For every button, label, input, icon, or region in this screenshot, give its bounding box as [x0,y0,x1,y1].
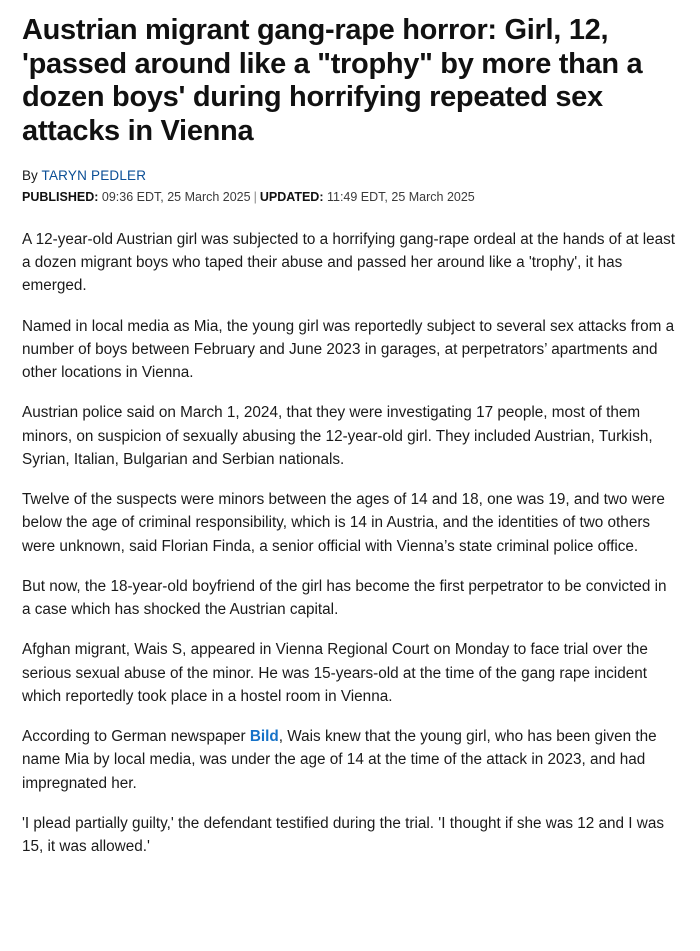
paragraph-with-link [22,725,678,795]
paragraph: Named in local media as Mia, the young girl was reportedly subject to several sex attacks from a number of boys between February and June 2023 in garages, at perpetrators’ apartments and other locations in Vienna. [22,317,675,382]
timestamps [22,189,678,206]
paragraph: Austrian police said on March 1, 2024, that they were investigating 17 people, most of them minors, on suspicion of sexually abusing the 12-year-old girl. They included Austrian, Turkish, Syrian, Italian, Bulgarian and Serbian nationals. [22,404,653,468]
page-title: Austrian migrant gang-rape horror: Girl, 12, 'passed around like a "trophy" by more than a dozen boys' during horrifying repeated sex attacks in Vienna [22,14,643,147]
article-body [22,228,678,859]
updated-label: UPDATED: [259,190,324,205]
paragraph: A 12-year-old Austrian girl was subjected to a horrifying gang-rape ordeal at the hands of at least a dozen migrant boys who taped their abuse and passed her around like a 'trophy', it has emerged. [22,230,676,295]
paragraph: 'I plead partially guilty,' the defendant testified during the trial. 'I thought if she was 12 and I was 15, it was allowed.' [22,814,664,856]
published-label: PUBLISHED: [22,190,99,205]
paragraph: Twelve of the suspects were minors between the ages of 14 and 18, one was 19, and two were below the age of criminal responsibility, which is 14 in Austria, and the identities of two others were unknown, said Florian Finda, a senior official with Vienna’s state criminal police office. [22,491,665,555]
byline [22,167,678,185]
paragraph: Afghan migrant, Wais S, appeared in Vienna Regional Court on Monday to face trial over the serious sexual abuse of the minor. He was 15-years-old at the time of the gang rape incident which reportedly took place in a hostel room in Vienna. [22,641,648,705]
paragraph-text-before: According to German newspaper [22,728,250,746]
author-link[interactable]: TARYN PEDLER [41,167,147,183]
byline-by-word: By [22,167,38,183]
paragraph: But now, the 18-year-old boyfriend of the girl has become the first perpetrator to be convicted in a case which has shocked the Austrian capital. [22,577,667,619]
updated-value: 11:49 EDT, 25 March 2025 [326,190,475,205]
paragraph-text-after: , Wais knew that the young girl, who has been given the name Mia by local media, was under the age of 14 at the time of the attack in 2023, and had impregnated her. [22,728,657,792]
bild-link[interactable]: Bild [249,728,279,746]
published-value: 09:36 EDT, 25 March 2025 [101,190,251,205]
timestamp-separator: | [253,190,257,205]
